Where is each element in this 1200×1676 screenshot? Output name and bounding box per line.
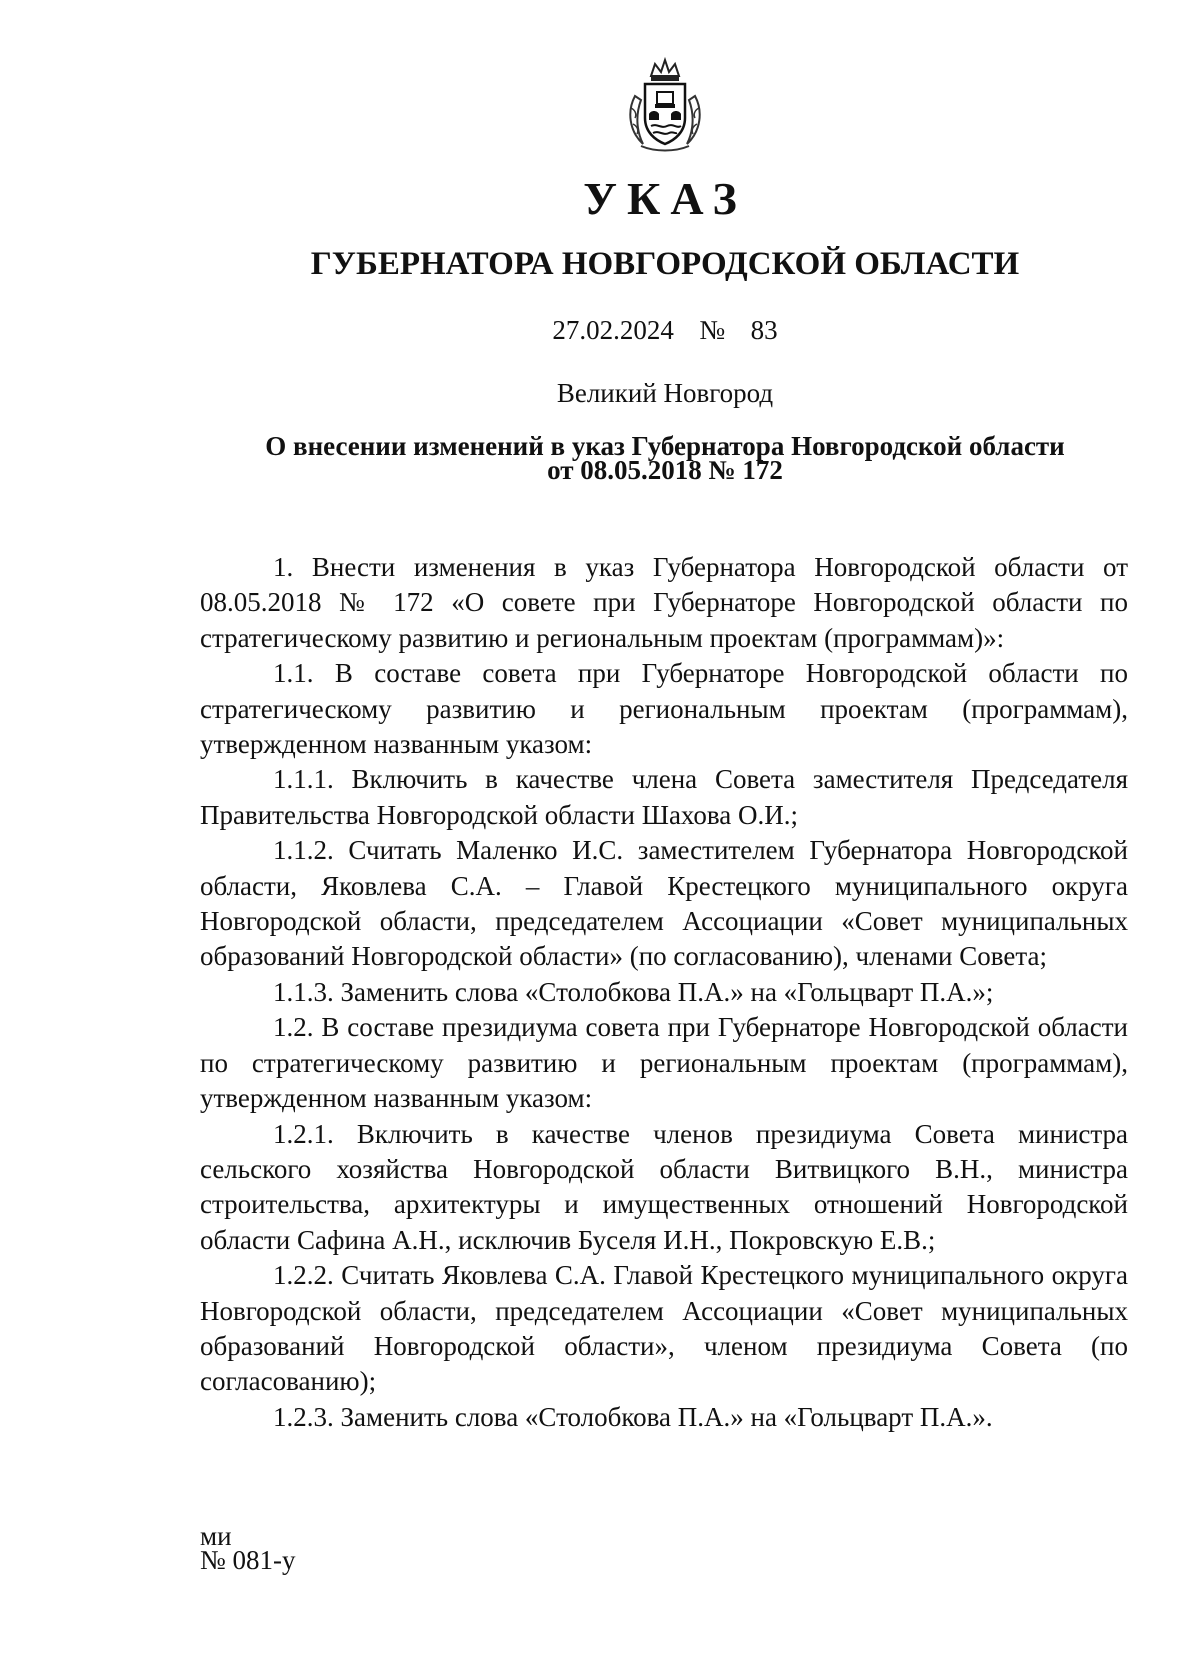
paragraph-1-1-1: 1.1.1. Включить в качестве члена Совета заместителя Председателя Правительства Новгородской области Шахова О.И.; bbox=[200, 764, 1128, 830]
footer-registration bbox=[200, 1521, 296, 1575]
document-heading-line-2: от 08.05.2018 № 172 bbox=[547, 455, 783, 485]
decree-title: УКАЗ bbox=[583, 173, 747, 224]
paragraph-1-1-2: 1.1.2. Считать Маленко И.С. заместителем Губернатора Новгородской области, Яковлева С.А. – Главой Крестецкого муниципального округа Новгородской области, председателем Ассоциации «Совет муниципальных образований Новгородской области» (по согласованию), членами Совета; bbox=[200, 835, 1128, 972]
paragraph-1-2-2: 1.2.2. Считать Яковлева С.А. Главой Крестецкого муниципального округа Новгородской области, председателем Ассоциации «Совет муниципальных образований Новгородской области», членом президиума Совета (по согласованию); bbox=[200, 1260, 1128, 1397]
date-and-number: 27.02.2024 № 83 bbox=[552, 315, 778, 345]
footer-number: № 081-у bbox=[200, 1545, 296, 1575]
coat-of-arms-icon bbox=[621, 56, 709, 156]
city-name: Великий Новгород bbox=[556, 378, 774, 408]
paragraph-1-1: 1.1. В составе совета при Губернаторе Новгородской области по стратегическому развитию и региональным проектам (программам), утвержденном названным указом: bbox=[200, 658, 1128, 760]
paragraph-1-2-1: 1.2.1. Включить в качестве членов президиума Совета министра сельского хозяйства Новгородской области Витвицкого В.Н., министра строительства, архитектуры и имущественных отношений Новгородской области Сафина А.Н., исключив Буселя И.Н., Покровскую Е.В.; bbox=[200, 1118, 1128, 1255]
document-heading bbox=[200, 431, 1130, 485]
paragraph-1: 1. Внести изменения в указ Губернатора Новгородской области от 08.05.2018 № 172 «О совете при Губернаторе Новгородской области по стратегическому развитию и региональным проектам (программам)»: bbox=[200, 552, 1128, 653]
document-heading-line-1: О внесении изменений в указ Губернатора Новгородской области bbox=[265, 431, 1065, 461]
decree-body bbox=[200, 550, 1128, 1435]
footer-initials: ми bbox=[200, 1521, 232, 1551]
paragraph-1-2-3: 1.2.3. Заменить слова «Столобкова П.А.» на «Гольцварт П.А.». bbox=[273, 1401, 993, 1432]
paragraph-1-1-3: 1.1.3. Заменить слова «Столобкова П.А.» на «Гольцварт П.А.»; bbox=[273, 976, 994, 1007]
paragraph-1-2: 1.2. В составе президиума совета при Губернаторе Новгородской области по стратегическому развитию и региональным проектам (программам), утвержденном названным указом: bbox=[200, 1012, 1128, 1114]
issuer-title: ГУБЕРНАТОРА НОВГОРОДСКОЙ ОБЛАСТИ bbox=[310, 246, 1020, 282]
